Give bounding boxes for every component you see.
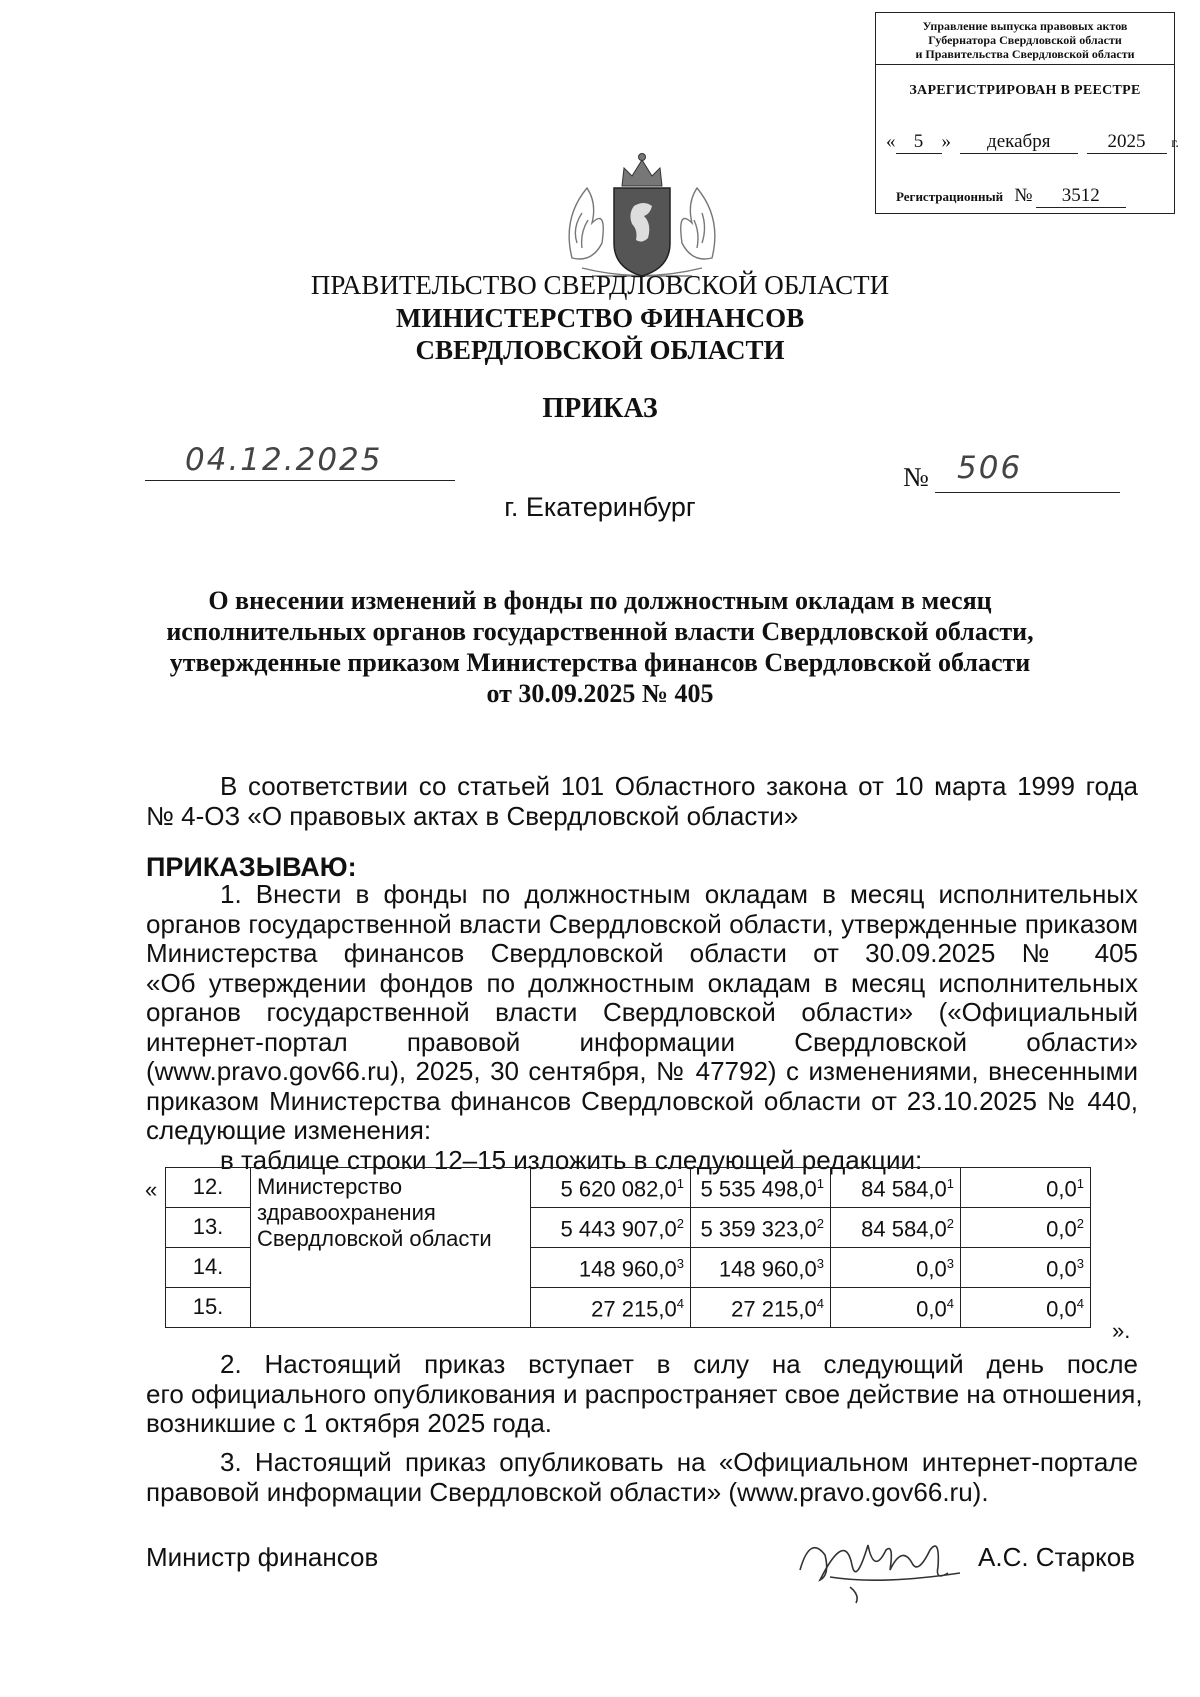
- table-close-quote: ».: [1112, 1318, 1131, 1343]
- value-cell: 84 584,0$^1$: [831, 1168, 961, 1208]
- row-number: 14.: [166, 1248, 251, 1288]
- value-cell: $0,0^3$: [831, 1248, 961, 1288]
- row-number: 15.: [166, 1288, 251, 1328]
- ministry-name: МИНИСТЕРСТВО ФИНАНСОВ: [395, 303, 805, 333]
- item-3: [146, 1448, 1138, 1507]
- value-cell: $0,0^3$: [961, 1248, 1091, 1288]
- stamp-year: 2025: [1087, 131, 1167, 154]
- date-field: [145, 440, 455, 481]
- row-number: 13.: [166, 1208, 251, 1248]
- value-cell: 27 215,0$^4$: [691, 1288, 831, 1328]
- signatory-name: А.С. Старков: [978, 1542, 1136, 1572]
- signatory-position: Министр финансов: [146, 1542, 379, 1572]
- table-row: [166, 1168, 1091, 1208]
- item-2-line: возникшие с 1 октября 2025 года.: [146, 1408, 553, 1438]
- stamp-reg-number-value: 3512: [1036, 185, 1126, 208]
- number-label: №: [903, 462, 929, 492]
- value-cell: $0,0^2$: [961, 1208, 1091, 1248]
- value-cell: 27 215,0$^4$: [531, 1288, 691, 1328]
- item-1-line: органов государственной власти Свердловской области, утвержденные приказом: [146, 908, 1138, 939]
- value-cell: 148 960,0$^3$: [531, 1248, 691, 1288]
- item-2-line: его официального опубликования и распространяет свое действие на отношения,: [146, 1378, 1143, 1409]
- item-2: [146, 1349, 1143, 1439]
- stamp-date: [886, 131, 1179, 154]
- document-type: ПРИКАЗ: [542, 393, 658, 424]
- handwritten-date: 04.12.2025: [185, 442, 383, 478]
- preamble-line-1: В соответствии со статьей 101 Областного закона от 10 марта 1999 года: [220, 771, 1138, 801]
- item-1-line: следующие изменения:: [146, 1115, 432, 1145]
- stamp-no-sign: №: [1014, 185, 1033, 206]
- value-cell: 148 960,0$^3$: [691, 1248, 831, 1288]
- item-1-line: 1. Внести в фонды по должностным окладам в месяц исполнительных: [220, 879, 1138, 909]
- row-number: 12.: [166, 1168, 251, 1208]
- item-1-line: органов государственной власти Свердловской области» («Официальный: [146, 997, 1138, 1027]
- stamp-line-2: Губернатора Свердловской области: [928, 33, 1122, 47]
- coat-of-arms-icon: [552, 148, 732, 288]
- item-1-line: интернет-портал правовой информации Свердловской области»: [146, 1026, 1138, 1057]
- value-cell: 5 359 323,0$^2$: [691, 1208, 831, 1248]
- title-line-2: исполнительных органов государственной власти Свердловской области,: [166, 617, 1034, 646]
- stamp-day: 5: [896, 131, 942, 154]
- region-name: СВЕРДЛОВСКОЙ ОБЛАСТИ: [415, 335, 785, 365]
- number-field: [935, 452, 1120, 493]
- value-cell: $0,0^4$: [831, 1288, 961, 1328]
- stamp-header: [876, 13, 1174, 65]
- value-cell: $0,0^4$: [961, 1288, 1091, 1328]
- stamp-line-3: и Правительства Свердловской области: [915, 47, 1135, 61]
- government-name: ПРАВИТЕЛЬСТВО СВЕРДЛОВСКОЙ ОБЛАСТИ: [310, 270, 890, 300]
- value-cell: 5 443 907,0$^2$: [531, 1208, 691, 1248]
- handwritten-signature: [790, 1515, 970, 1605]
- value-cell: $0,0^1$: [961, 1168, 1091, 1208]
- item-1-line: «Об утверждении фондов по должностным окладам в месяц исполнительных: [146, 967, 1138, 998]
- title-line-4: от 30.09.2025 № 405: [486, 679, 714, 708]
- item-1-line: (www.pravo.gov66.ru), 2025, 30 сентября, № 47792) с изменениями, внесенными: [146, 1056, 1138, 1086]
- stamp-month: декабря: [960, 131, 1078, 154]
- stamp-line-1: Управление выпуска правовых актов: [922, 19, 1128, 33]
- item-2-line: 2. Настоящий приказ вступает в силу на следующий день после: [220, 1349, 1138, 1379]
- title-line-3: утвержденные приказом Министерства финансов Свердловской области: [169, 648, 1031, 677]
- organization-cell: Министерство здравоохранения Свердловской области: [251, 1168, 531, 1328]
- value-cell: 5 535 498,0$^1$: [691, 1168, 831, 1208]
- order-word: ПРИКАЗЫВАЮ:: [146, 852, 357, 882]
- value-cell: 84 584,0$^2$: [831, 1208, 961, 1248]
- stamp-year-suffix: г.: [1171, 136, 1179, 151]
- item-1-line: приказом Министерства финансов Свердловской области от 23.10.2025 № 440,: [146, 1085, 1138, 1116]
- preamble-line-2: № 4-ОЗ «О правовых актах в Свердловской области»: [146, 800, 799, 831]
- city: г. Екатеринбург: [504, 492, 696, 522]
- stamp-registered-label: ЗАРЕГИСТРИРОВАН В РЕЕСТРЕ: [909, 83, 1141, 98]
- item-3-line: правовой информации Свердловской области» (www.pravo.gov66.ru).: [146, 1476, 989, 1507]
- table-intro: в таблице строки 12–15 изложить в следующей редакции:: [220, 1145, 923, 1175]
- registration-stamp: [875, 12, 1179, 214]
- title-line-1: О внесении изменений в фонды по должностным окладам в месяц: [208, 586, 992, 615]
- item-1-line: Министерства финансов Свердловской области от 30.09.2025 № 405: [146, 938, 1138, 968]
- item-1: [146, 880, 1138, 1146]
- stamp-open-quote: «: [886, 131, 896, 152]
- order-title: [120, 585, 1080, 709]
- stamp-close-quote: »: [941, 131, 951, 152]
- handwritten-number: 506: [957, 450, 1023, 486]
- item-3-line: 3. Настоящий приказ опубликовать на «Официальном интернет-портале: [220, 1447, 1138, 1477]
- stamp-reg-number: [896, 185, 1126, 208]
- table-open-quote: «: [145, 1177, 158, 1202]
- value-cell: 5 620 082,0$^1$: [531, 1168, 691, 1208]
- allowance-table: [165, 1167, 1091, 1328]
- preamble: [146, 772, 1138, 831]
- stamp-reg-label: Регистрационный: [896, 189, 1004, 204]
